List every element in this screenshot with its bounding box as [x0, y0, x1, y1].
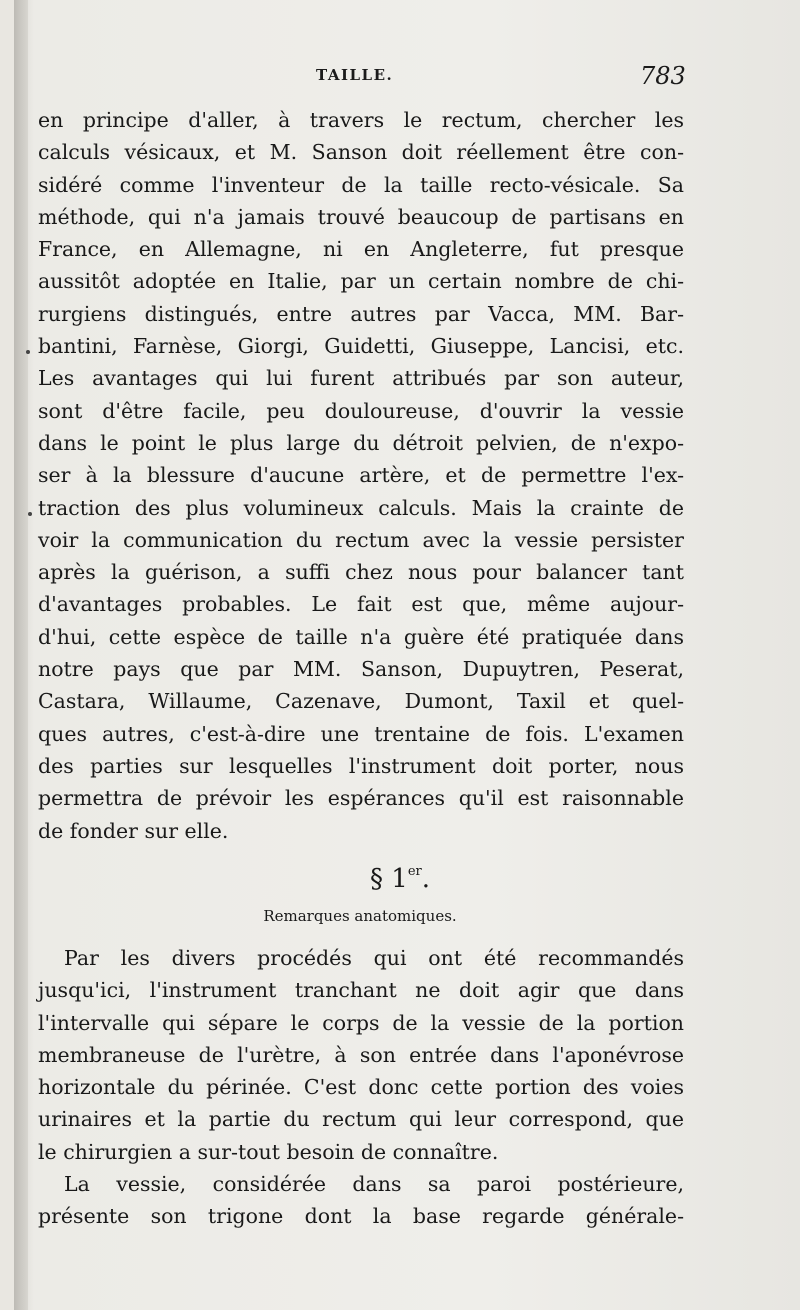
text-line: ques autres, c'est-à-dire une trentaine de fois. L'examen — [38, 721, 684, 746]
section-number: § 1 — [370, 864, 408, 894]
text-line: dans le point le plus large du détroit pelvien, de n'expo- — [38, 430, 684, 455]
text-line: Par les divers procédés qui ont été recommandés — [64, 946, 684, 970]
text-line: l'intervalle qui sépare le corps de la vessie de la portion — [38, 1010, 684, 1035]
text-line: d'hui, cette espèce de taille n'a guère été pratiquée dans — [38, 624, 684, 649]
paragraph-continued — [38, 104, 684, 847]
text-line: traction des plus volumineux calculs. Mais la crainte de — [38, 495, 684, 520]
section-number-superscript: er — [407, 864, 422, 879]
text-line: calculs vésicaux, et M. Sanson doit réellement être con- — [38, 140, 684, 165]
text-line: Les avantages qui lui furent attribués par son auteur, — [38, 366, 684, 391]
text-line: des parties sur lesquelles l'instrument doit porter, nous — [38, 753, 684, 778]
text-line: méthode, qui n'a jamais trouvé beaucoup de partisans en — [38, 204, 684, 229]
text-line: horizontale du périnée. C'est donc cette portion des voies — [38, 1075, 684, 1100]
text-line: le chirurgien a sur-tout besoin de connaître. — [38, 1139, 499, 1164]
page-header — [0, 62, 800, 92]
text-line: aussitôt adoptée en Italie, par un certain nombre de chi- — [38, 269, 684, 294]
text-line: urinaires et la partie du rectum qui leur correspond, que — [38, 1107, 684, 1132]
text-line: bantini, Farnèse, Giorgi, Guidetti, Giuseppe, Lancisi, etc. — [38, 334, 684, 359]
text-line: en principe d'aller, à travers le rectum, chercher les — [38, 108, 684, 132]
section-number-suffix: . — [421, 864, 430, 894]
section-mark — [0, 864, 800, 894]
paragraph-section — [38, 942, 684, 1233]
text-line: sidéré comme l'inventeur de la taille recto-vésicale. Sa — [38, 172, 684, 197]
margin-speck — [28, 512, 32, 516]
margin-speck — [26, 350, 30, 354]
running-title: TAILLE. — [316, 66, 394, 84]
text-line: permettra de prévoir les espérances qu'il est raisonnable — [38, 786, 684, 811]
text-line: présente son trigone dont la base regarde générale- — [38, 1204, 684, 1229]
text-line: sont d'être facile, peu douloureuse, d'ouvrir la vessie — [38, 398, 684, 423]
text-line: Castara, Willaume, Cazenave, Dumont, Taxil et quel- — [38, 689, 684, 714]
text-line: voir la communication du rectum avec la vessie persister — [38, 527, 684, 552]
text-line: de fonder sur elle. — [38, 818, 229, 843]
text-line: membraneuse de l'urètre, à son entrée dans l'aponévrose — [38, 1042, 684, 1067]
text-line: après la guérison, a suffi chez nous pour balancer tant — [38, 560, 684, 585]
text-line: rurgiens distingués, entre autres par Vacca, MM. Bar- — [38, 301, 684, 326]
text-line: d'avantages probables. Le fait est que, même aujour- — [38, 592, 684, 617]
page-gutter-shadow — [14, 0, 28, 1310]
section-subheading: Remarques anatomiques. — [263, 907, 457, 925]
page-number: 783 — [640, 62, 686, 90]
text-line: notre pays que par MM. Sanson, Dupuytren, Peserat, — [38, 657, 684, 682]
text-line: France, en Allemagne, ni en Angleterre, fut presque — [38, 237, 684, 262]
text-line: ser à la blessure d'aucune artère, et de permettre l'ex- — [38, 463, 684, 488]
text-line: jusqu'ici, l'instrument tranchant ne doit agir que dans — [38, 978, 684, 1003]
text-line: La vessie, considérée dans sa paroi postérieure, — [64, 1172, 684, 1197]
